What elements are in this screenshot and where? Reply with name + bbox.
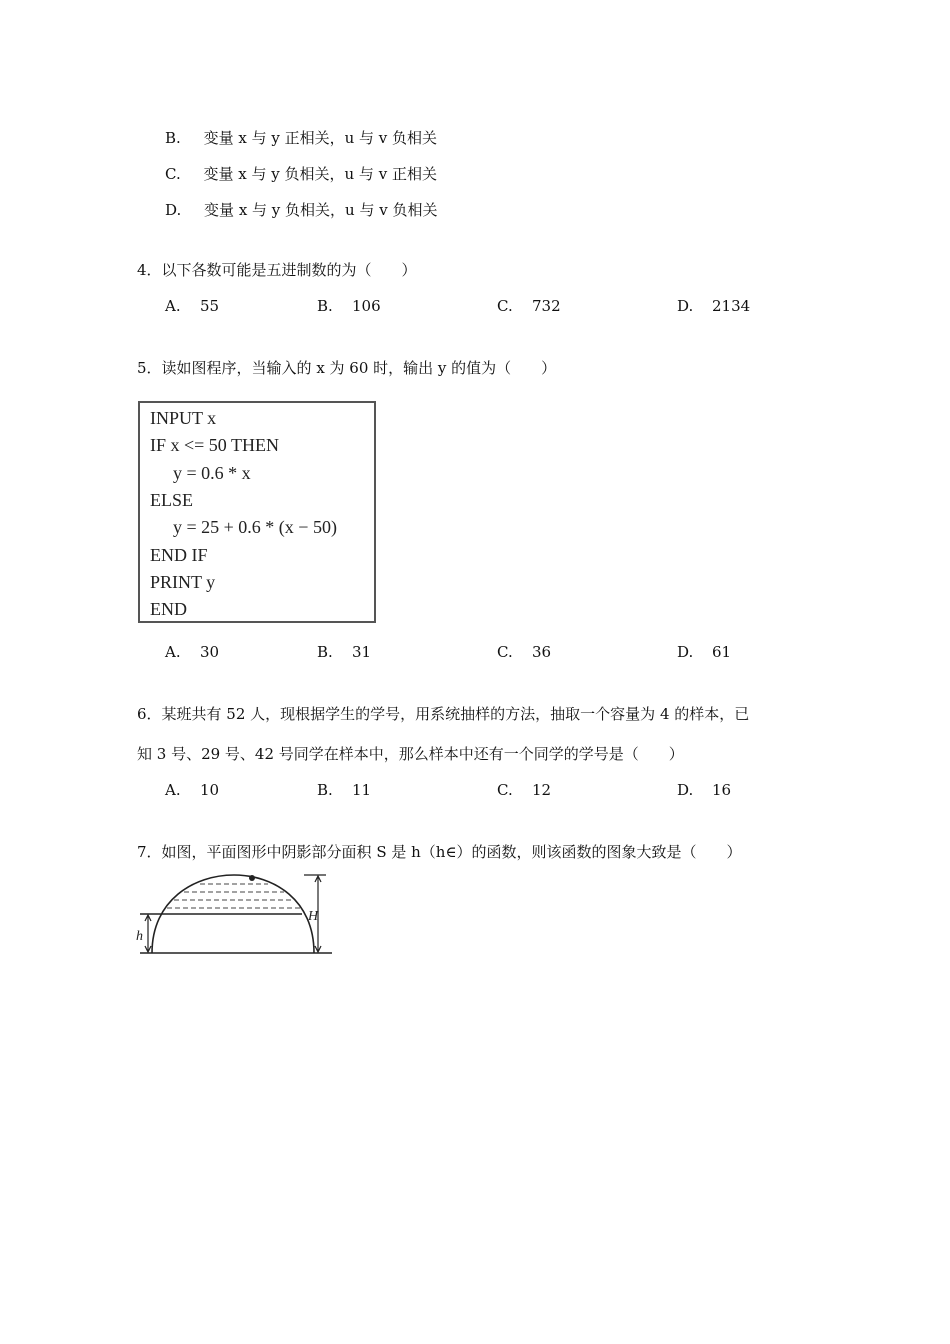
code-line: ELSE xyxy=(150,490,193,510)
q3-option-c xyxy=(165,163,437,184)
option-label: B. xyxy=(165,129,181,147)
option-text: 变量 x 与 y 负相关，u 与 v 负相关 xyxy=(204,201,438,219)
semicircle-figure xyxy=(134,870,334,960)
option-label: D. xyxy=(677,781,694,799)
code-line: END xyxy=(150,599,187,619)
program-code-box xyxy=(138,401,376,623)
option-label: D. xyxy=(165,201,182,219)
option-text: 12 xyxy=(532,781,552,799)
option-text: 11 xyxy=(352,781,372,799)
q7-stem: 7．如图，平面图形中阴影部分面积 S 是 h（h∈）的函数，则该函数的图象大致是（ ） xyxy=(137,843,742,861)
option-text: 30 xyxy=(200,643,220,661)
option-text: 732 xyxy=(532,297,561,315)
code-line: y = 25 + 0.6 * (x − 50) xyxy=(173,517,337,537)
label-H: H xyxy=(308,909,319,924)
option-label: C. xyxy=(497,643,513,661)
option-label: D. xyxy=(677,297,694,315)
option-text: 55 xyxy=(200,297,220,315)
code-line: INPUT x xyxy=(150,408,217,428)
option-text: 10 xyxy=(200,781,220,799)
option-text: 106 xyxy=(352,297,381,315)
option-label: B. xyxy=(317,781,333,799)
option-label: A. xyxy=(165,297,181,315)
option-text: 36 xyxy=(532,643,552,661)
code-line: IF x <= 50 THEN xyxy=(150,435,279,455)
option-label: A. xyxy=(165,781,181,799)
code-line: PRINT y xyxy=(150,572,216,592)
option-label: B. xyxy=(317,297,333,315)
option-text: 16 xyxy=(712,781,732,799)
q6-stem-line2: 知 3 号、29 号、42 号同学在样本中，那么样本中还有一个同学的学号是（ ） xyxy=(137,745,684,763)
option-label: C. xyxy=(497,297,513,315)
top-marker xyxy=(249,875,255,881)
option-text: 变量 x 与 y 正相关，u 与 v 负相关 xyxy=(203,129,438,147)
code-line: END IF xyxy=(150,545,208,565)
option-label: A. xyxy=(165,643,181,661)
option-text: 变量 x 与 y 负相关，u 与 v 正相关 xyxy=(203,165,437,183)
label-h: h xyxy=(136,929,143,944)
option-label: C. xyxy=(165,165,181,183)
option-text: 31 xyxy=(352,643,372,661)
option-text: 61 xyxy=(712,643,732,661)
q4-stem: 4．以下各数可能是五进制数的为（ ） xyxy=(137,261,417,279)
option-label: B. xyxy=(317,643,333,661)
option-text: 2134 xyxy=(712,297,751,315)
q5-stem: 5．读如图程序，当输入的 x 为 60 时，输出 y 的值为（ ） xyxy=(137,359,557,377)
q3-option-d xyxy=(165,199,438,220)
option-label: C. xyxy=(497,781,513,799)
q3-option-b xyxy=(165,127,437,148)
q6-stem-line1: 6．某班共有 52 人，现根据学生的学号，用系统抽样的方法，抽取一个容量为 4 的样本，已 xyxy=(137,705,750,723)
code-line: y = 0.6 * x xyxy=(173,463,251,483)
option-label: D. xyxy=(677,643,694,661)
